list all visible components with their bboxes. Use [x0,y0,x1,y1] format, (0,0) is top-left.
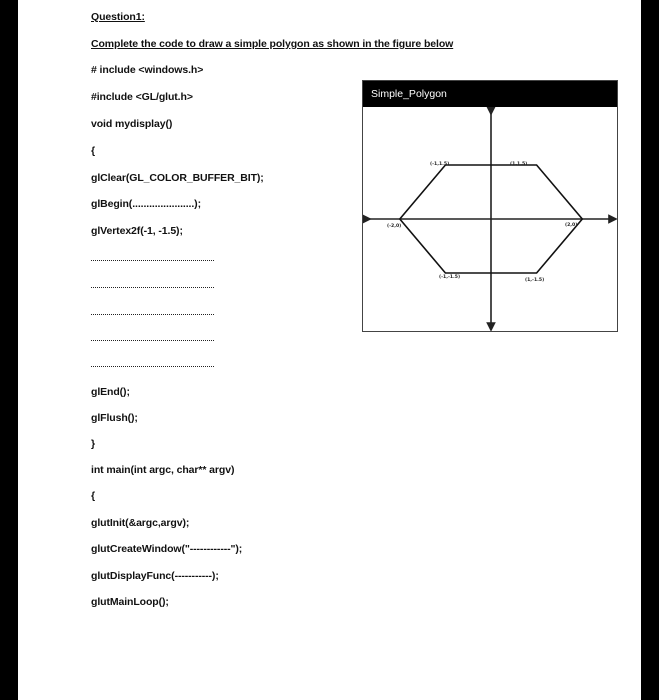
question-heading: Question1: [91,11,145,23]
blank-line-1 [91,260,214,261]
code-line-close-brace: } [91,438,95,450]
code-line-include-windows: # include <windows.h> [91,64,204,76]
right-black-border [641,0,659,700]
code-line-glutmainloop: glutMainLoop(); [91,596,169,608]
code-line-glutcreatewindow: glutCreateWindow("------------"); [91,543,243,555]
window-title: Simple_Polygon [371,88,447,100]
label-top-right: (1,1.5) [510,162,528,167]
polygon-canvas [363,107,617,331]
polygon-figure [363,107,617,331]
blank-line-2 [91,287,214,288]
code-line-mydisplay: void mydisplay() [91,118,173,130]
label-top-left: (-1,1.5) [430,162,450,167]
code-line-glflush: glFlush(); [91,412,138,424]
code-line-glvertex: glVertex2f(-1, -1.5); [91,225,183,237]
window-titlebar [363,81,617,107]
code-line-glbegin: glBegin(......................); [91,198,201,210]
code-line-glend: glEnd(); [91,386,130,398]
blank-line-5 [91,366,214,367]
question-instruction: Complete the code to draw a simple polygon as shown in the figure below [91,38,454,50]
code-line-glclear: glClear(GL_COLOR_BUFFER_BIT); [91,172,264,184]
label-bottom-left: (-1,-1.5) [439,275,461,280]
label-bottom-right: (1,-1.5) [525,278,545,283]
code-line-main: int main(int argc, char** argv) [91,464,235,476]
label-right: (2,0) [565,223,578,228]
code-line-open-brace: { [91,145,95,157]
blank-line-4 [91,340,214,341]
left-black-border [0,0,18,700]
label-left: (-2,0) [387,224,402,229]
code-line-include-glut: #include <GL/glut.h> [91,91,193,103]
code-line-glutinit: glutInit(&argc,argv); [91,517,190,529]
code-line-glutdisplayfunc: glutDisplayFunc(-----------); [91,570,219,582]
code-line-main-open-brace: { [91,490,95,502]
blank-line-3 [91,314,214,315]
simple-polygon-window [362,80,618,332]
